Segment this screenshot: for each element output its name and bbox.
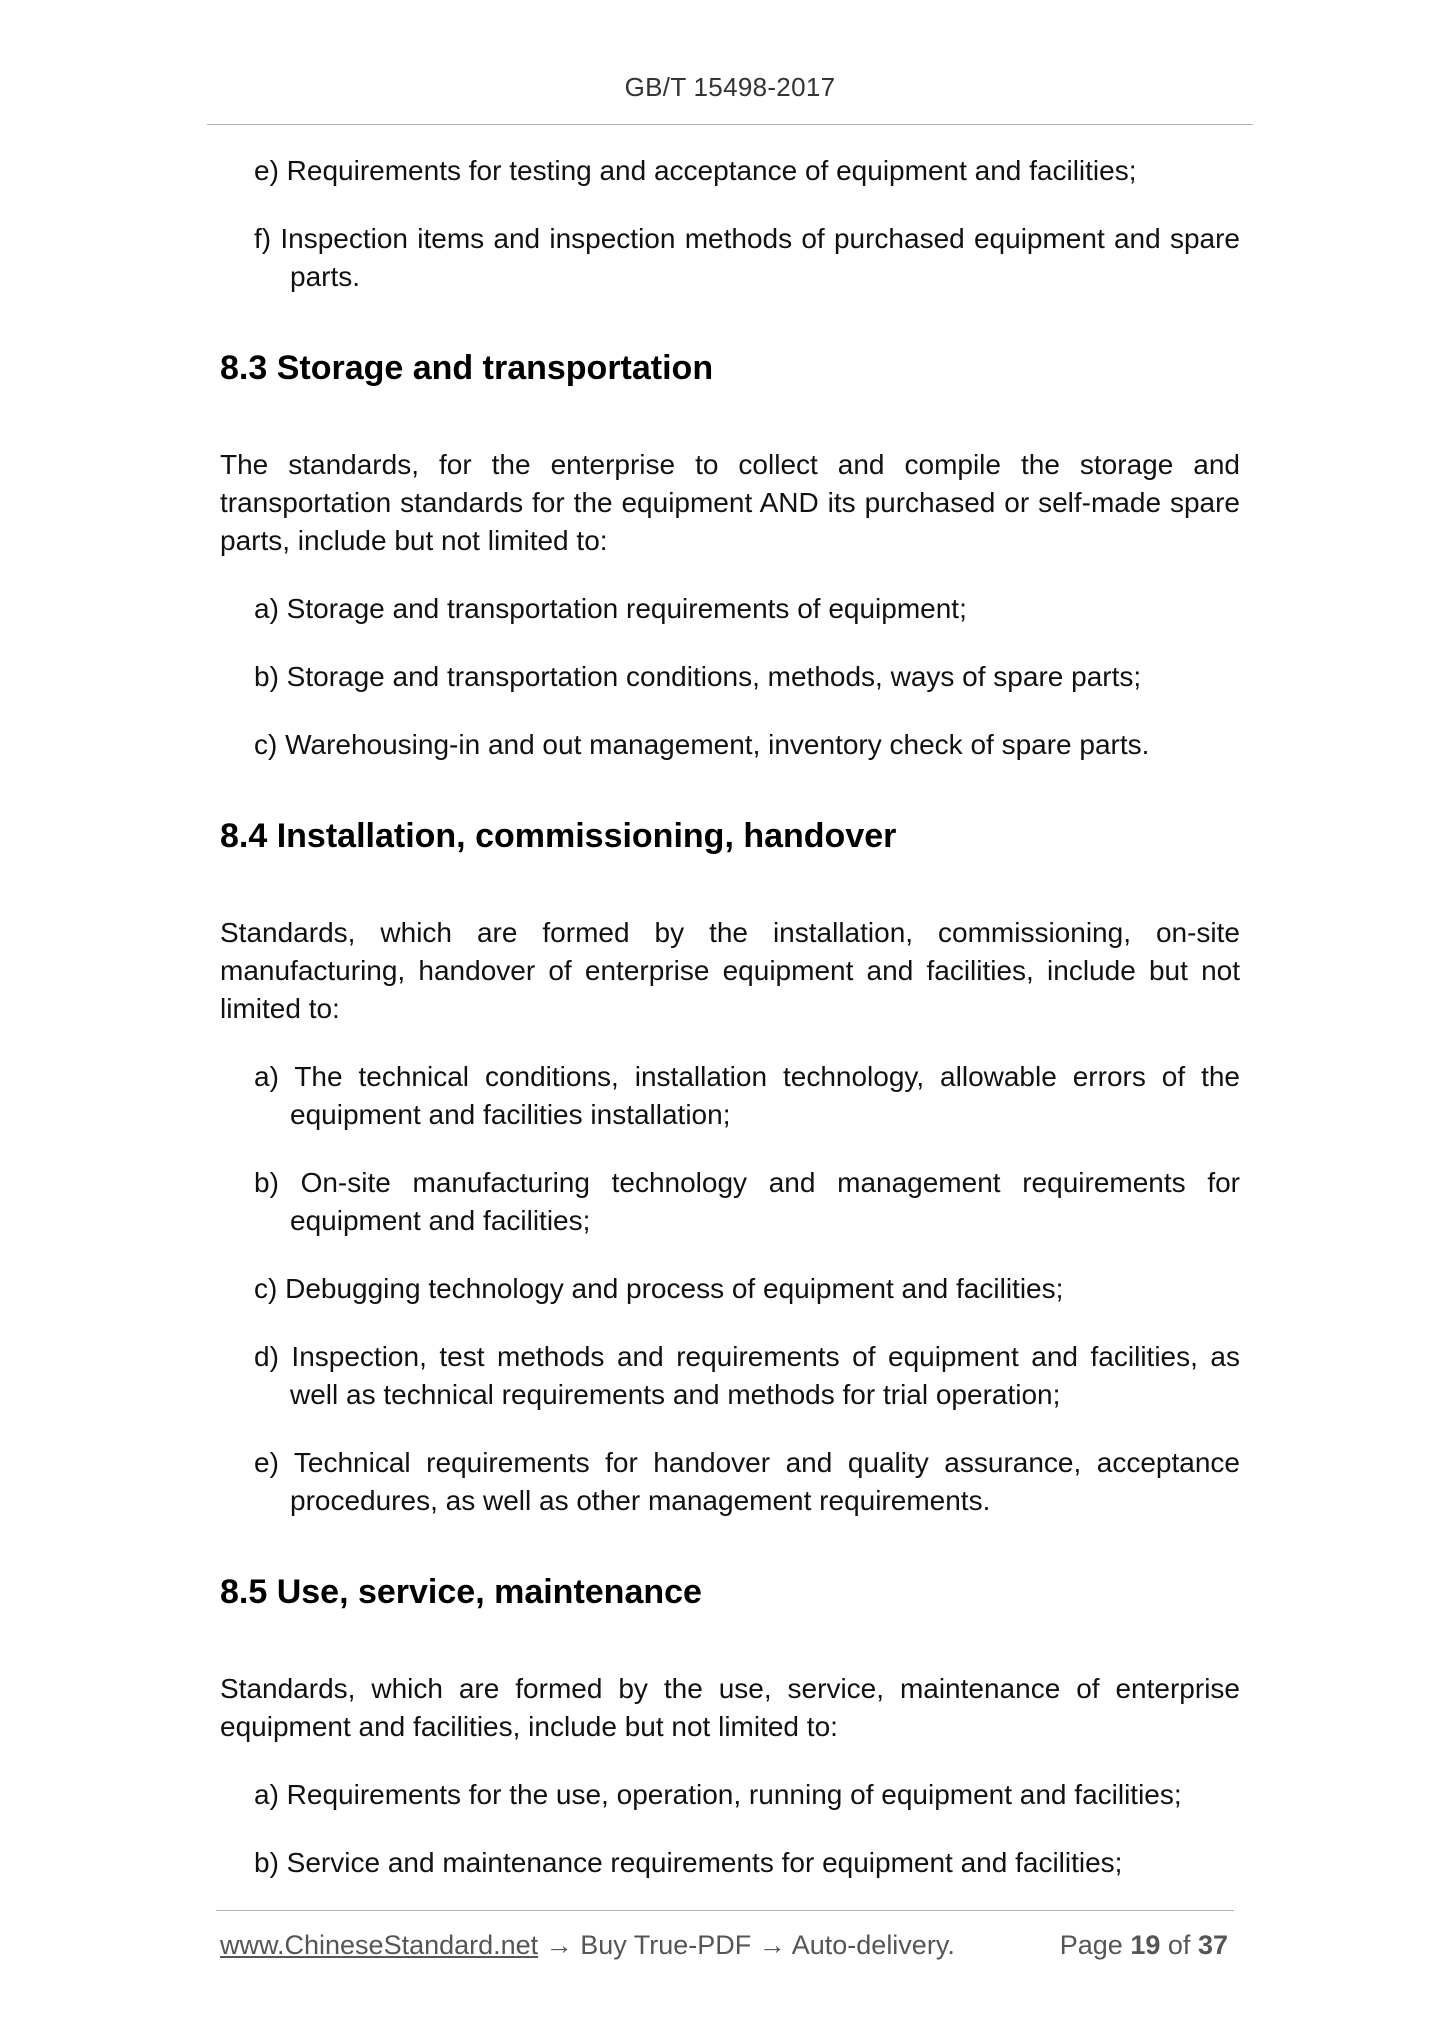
footer-divider [216, 1910, 1234, 1911]
list-item: a) Requirements for the use, operation, running of equipment and facilities; [254, 1779, 1182, 1810]
list-item: c) Warehousing-in and out management, inventory check of spare parts. [254, 729, 1150, 760]
page-label: Page [1059, 1930, 1123, 1960]
section-heading-8-4: 8.4 Installation, commissioning, handover [220, 817, 897, 855]
page-counter [1060, 1930, 1228, 1961]
page-total: 37 [1197, 1930, 1228, 1960]
section-intro: Standards, which are formed by the use, service, maintenance of enterprise equipment and facilities, include but not limited to: [220, 1673, 1240, 1742]
list-item: f) Inspection items and inspection methods of purchased equipment and spare parts. [254, 223, 1240, 292]
list-item: b) Storage and transportation conditions, methods, ways of spare parts; [254, 661, 1142, 692]
list-item: b) On-site manufacturing technology and management requirements for equipment and facilities; [254, 1167, 1240, 1236]
website-link[interactable]: www.ChineseStandard.net [220, 1930, 539, 1960]
page-content [220, 152, 1240, 1912]
section-intro: The standards, for the enterprise to collect and compile the storage and transportation standards for the equipment AND its purchased or self-made spare parts, include but not limited to: [220, 449, 1240, 556]
list-item: e) Requirements for testing and acceptance of equipment and facilities; [254, 155, 1137, 186]
list-item: c) Debugging technology and process of equipment and facilities; [254, 1273, 1064, 1304]
list-item: a) The technical conditions, installation technology, allowable errors of the equipment and facilities installation; [254, 1061, 1240, 1130]
of-label: of [1167, 1930, 1191, 1960]
list-item: d) Inspection, test methods and requirements of equipment and facilities, as well as technical requirements and methods for trial operation; [254, 1341, 1240, 1410]
page-header [207, 72, 1253, 125]
list-item: b) Service and maintenance requirements for equipment and facilities; [254, 1847, 1123, 1878]
footer-promo [220, 1930, 955, 1961]
document-code: GB/T 15498-2017 [624, 72, 836, 102]
list-item: a) Storage and transportation requirements of equipment; [254, 593, 967, 624]
section-heading-8-3: 8.3 Storage and transportation [220, 349, 714, 387]
page-footer [220, 1930, 1234, 1970]
footer-tagline: → Buy True-PDF → Auto-delivery. [538, 1930, 955, 1960]
page-number: 19 [1130, 1930, 1161, 1960]
section-heading-8-5: 8.5 Use, service, maintenance [220, 1573, 702, 1611]
section-intro: Standards, which are formed by the installation, commissioning, on-site manufacturing, handover of enterprise equipment and facilities, include but not limited to: [220, 917, 1240, 1024]
list-item: e) Technical requirements for handover and quality assurance, acceptance procedures, as well as other management requirements. [254, 1447, 1240, 1516]
